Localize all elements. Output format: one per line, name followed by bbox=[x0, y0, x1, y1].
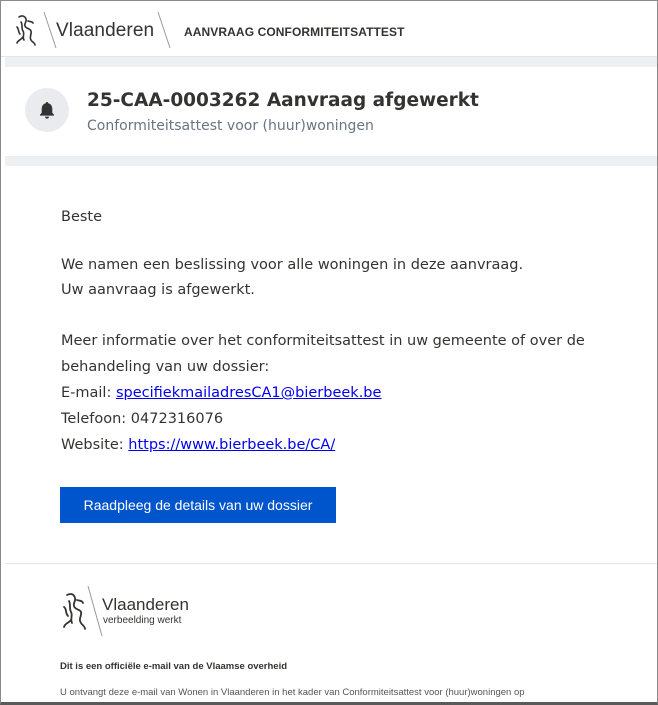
brand-divider-slash bbox=[43, 11, 57, 49]
phone-label: Telefoon: bbox=[61, 411, 131, 427]
header-divider-slash bbox=[157, 11, 171, 49]
official-notice: Dit is een officiële e-mail van de Vlaamse overheid bbox=[60, 661, 288, 672]
status-text: Uw aanvraag is afgewerkt. bbox=[61, 282, 255, 298]
footer-tagline: verbeelding werkt bbox=[103, 615, 182, 626]
flemish-lion-icon bbox=[60, 591, 90, 631]
greeting: Beste bbox=[61, 209, 103, 225]
notice-banner bbox=[5, 67, 657, 156]
info-text-continued: behandeling van uw dossier: bbox=[61, 359, 270, 375]
email-link[interactable]: specifiekmailadresCA1@bierbeek.be bbox=[115, 385, 382, 401]
separator-band bbox=[5, 57, 657, 67]
view-dossier-button[interactable]: Raadpleeg de details van uw dossier bbox=[60, 487, 336, 523]
footer-divider-slash bbox=[87, 585, 103, 637]
email-line bbox=[61, 385, 381, 401]
phone-line bbox=[61, 411, 223, 427]
bell-icon bbox=[37, 100, 57, 120]
phone-number: 0472316076 bbox=[130, 411, 224, 427]
website-label: Website: bbox=[61, 437, 129, 453]
brand-name[interactable]: Vlaanderen bbox=[56, 20, 155, 41]
decision-text: We namen een beslissing voor alle woningen in deze aanvraag. bbox=[61, 257, 524, 273]
bell-icon-circle bbox=[25, 88, 69, 132]
footer-divider bbox=[5, 563, 657, 564]
info-text: Meer informatie over het conformiteitsattest in uw gemeente of over de bbox=[61, 333, 585, 349]
notice-title: 25-CAA-0003262 Aanvraag afgewerkt bbox=[87, 90, 479, 111]
notice-subtitle: Conformiteitsattest voor (huur)woningen bbox=[87, 118, 374, 134]
subsite-title[interactable]: AANVRAAG CONFORMITEITSATTEST bbox=[184, 25, 405, 39]
footer-brand: Vlaanderen bbox=[102, 595, 189, 614]
website-line bbox=[61, 437, 335, 453]
header bbox=[1, 1, 657, 57]
email-label: E-mail: bbox=[61, 385, 116, 401]
separator-band bbox=[5, 156, 657, 166]
website-link[interactable]: https://www.bierbeek.be/CA/ bbox=[128, 437, 336, 453]
flemish-lion-icon bbox=[13, 13, 39, 47]
footer-disclaimer: U ontvangt deze e-mail van Wonen in Vlaanderen in het kader van Conformiteitsattest voor (huur)woningen op bbox=[60, 687, 525, 698]
